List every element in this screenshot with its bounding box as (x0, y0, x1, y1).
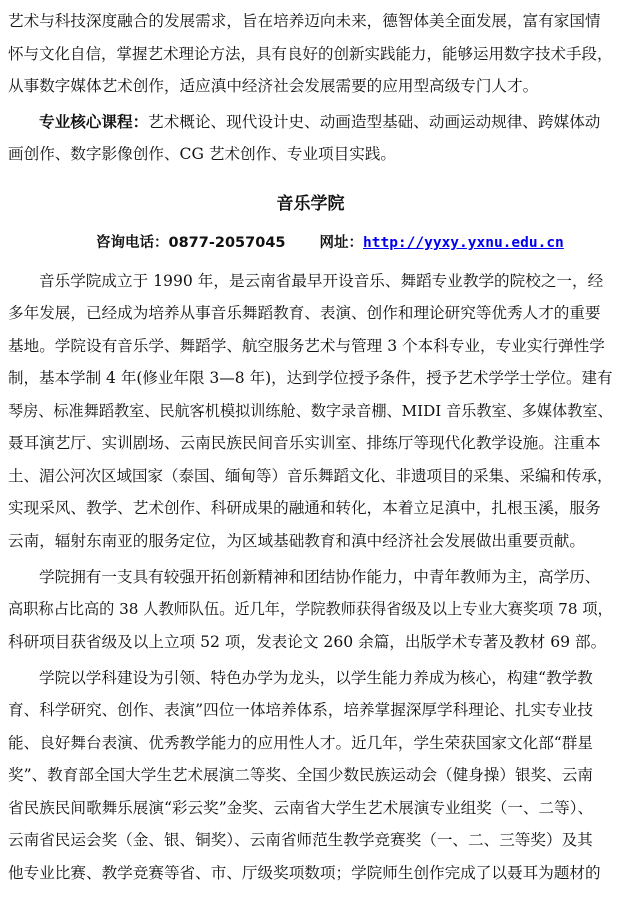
text-line: 艺术与科技深度融合的发展需求，旨在培养迈向未来，德智体美全面发展，富有家国情 (8, 12, 601, 30)
text-line: 学院以学科建设为引领、特色办学为龙头，以学生能力养成为核心，构建“教学教 (39, 669, 593, 687)
text-line: 制，基本学制 4 年(修业年限 3—8 年)，达到学位授予条件，授予艺术学学士学位。建有 (8, 369, 613, 387)
text-line: 省民族民间歌舞乐展演“彩云奖”金奖、云南省大学生艺术展演专业组奖（一、二等）、 (8, 799, 594, 817)
phone-number: 0877-2057045 (168, 235, 286, 251)
text-line: 云南，辐射东南亚的服务定位，为区域基础教育和滇中经济社会发展做出重要贡献。 (8, 532, 585, 550)
core-courses-label: 专业核心课程： (39, 113, 149, 131)
text-line: 能、良好舞台表演、优秀教学能力的应用性人才。近几年，学生荣获国家文化部“群星 (8, 734, 593, 752)
text-line: 他专业比赛、教学竞赛等省、市、厅级奖项数项；学院师生创作完成了以聂耳为题材的 (8, 864, 601, 882)
section-title: 音乐学院 (276, 194, 345, 214)
phone-label: 咨询电话： (96, 235, 169, 251)
text-line: 多年发展，已经成为培养从事音乐舞蹈教育、表演、创作和理论研究等优秀人才的重要 (8, 304, 601, 322)
text-line: 高职称占比高的 38 人教师队伍。近几年，学院教师获得省级及以上专业大赛奖项 78 项， (8, 600, 613, 618)
text-line: 基地。学院设有音乐学、舞蹈学、航空服务艺术与管理 3 个本科专业，专业实行弹性学 (8, 337, 605, 355)
core-courses-text: 艺术概论、现代设计史、动画造型基础、动画运动规律、跨媒体动 (148, 113, 601, 131)
text-line: 云南省民运会奖（金、银、铜奖）、云南省师范生教学竞赛奖（一、二、三等奖）及其 (8, 831, 593, 849)
website-link[interactable]: http://yyxy.yxnu.edu.cn (363, 235, 564, 251)
text-line: 琴房、标准舞蹈教室、民航客机模拟训练舱、数字录音棚、MIDI 音乐教室、多媒体教室、 (8, 402, 613, 420)
text-line: 奖”、教育部全国大学生艺术展演二等奖、全国少数民族运动会（健身操）银奖、云南 (8, 766, 593, 784)
text-line: 育、科学研究、创作、表演”四位一体培养体系，培养掌握深厚学科理论、扎实专业技 (8, 701, 593, 719)
text-line: 科研项目获省级及以上立项 52 项，发表论文 260 余篇，出版学术专著及教材 69 部。 (8, 633, 607, 651)
text-line: 画创作、数字影像创作、CG 艺术创作、专业项目实践。 (8, 145, 397, 163)
text-line: 土、湄公河次区域国家（泰国、缅甸等）音乐舞蹈文化、非遗项目的采集、采编和传承， (8, 467, 613, 485)
core-courses-line (39, 111, 600, 133)
text-line: 音乐学院成立于 1990 年，是云南省最早开设音乐、舞蹈专业教学的院校之一，经 (39, 272, 604, 290)
contact-line (96, 232, 564, 254)
text-line: 学院拥有一支具有较强开拓创新精神和团结协作能力，中青年教师为主，高学历、 (39, 568, 601, 586)
text-line: 怀与文化自信，掌握艺术理论方法，具有良好的创新实践能力，能够运用数字技术手段， (8, 45, 613, 63)
text-line: 实现采风、教学、艺术创作、科研成果的融通和转化，本着立足滇中，扎根玉溪，服务 (8, 499, 601, 517)
website-label: 网址： (319, 235, 363, 251)
text-line: 聂耳演艺厅、实训剧场、云南民族民间音乐实训室、排练厅等现代化教学设施。注重本 (8, 434, 601, 452)
text-line: 从事数字媒体艺术创作，适应滇中经济社会发展需要的应用型高级专门人才。 (8, 77, 539, 95)
